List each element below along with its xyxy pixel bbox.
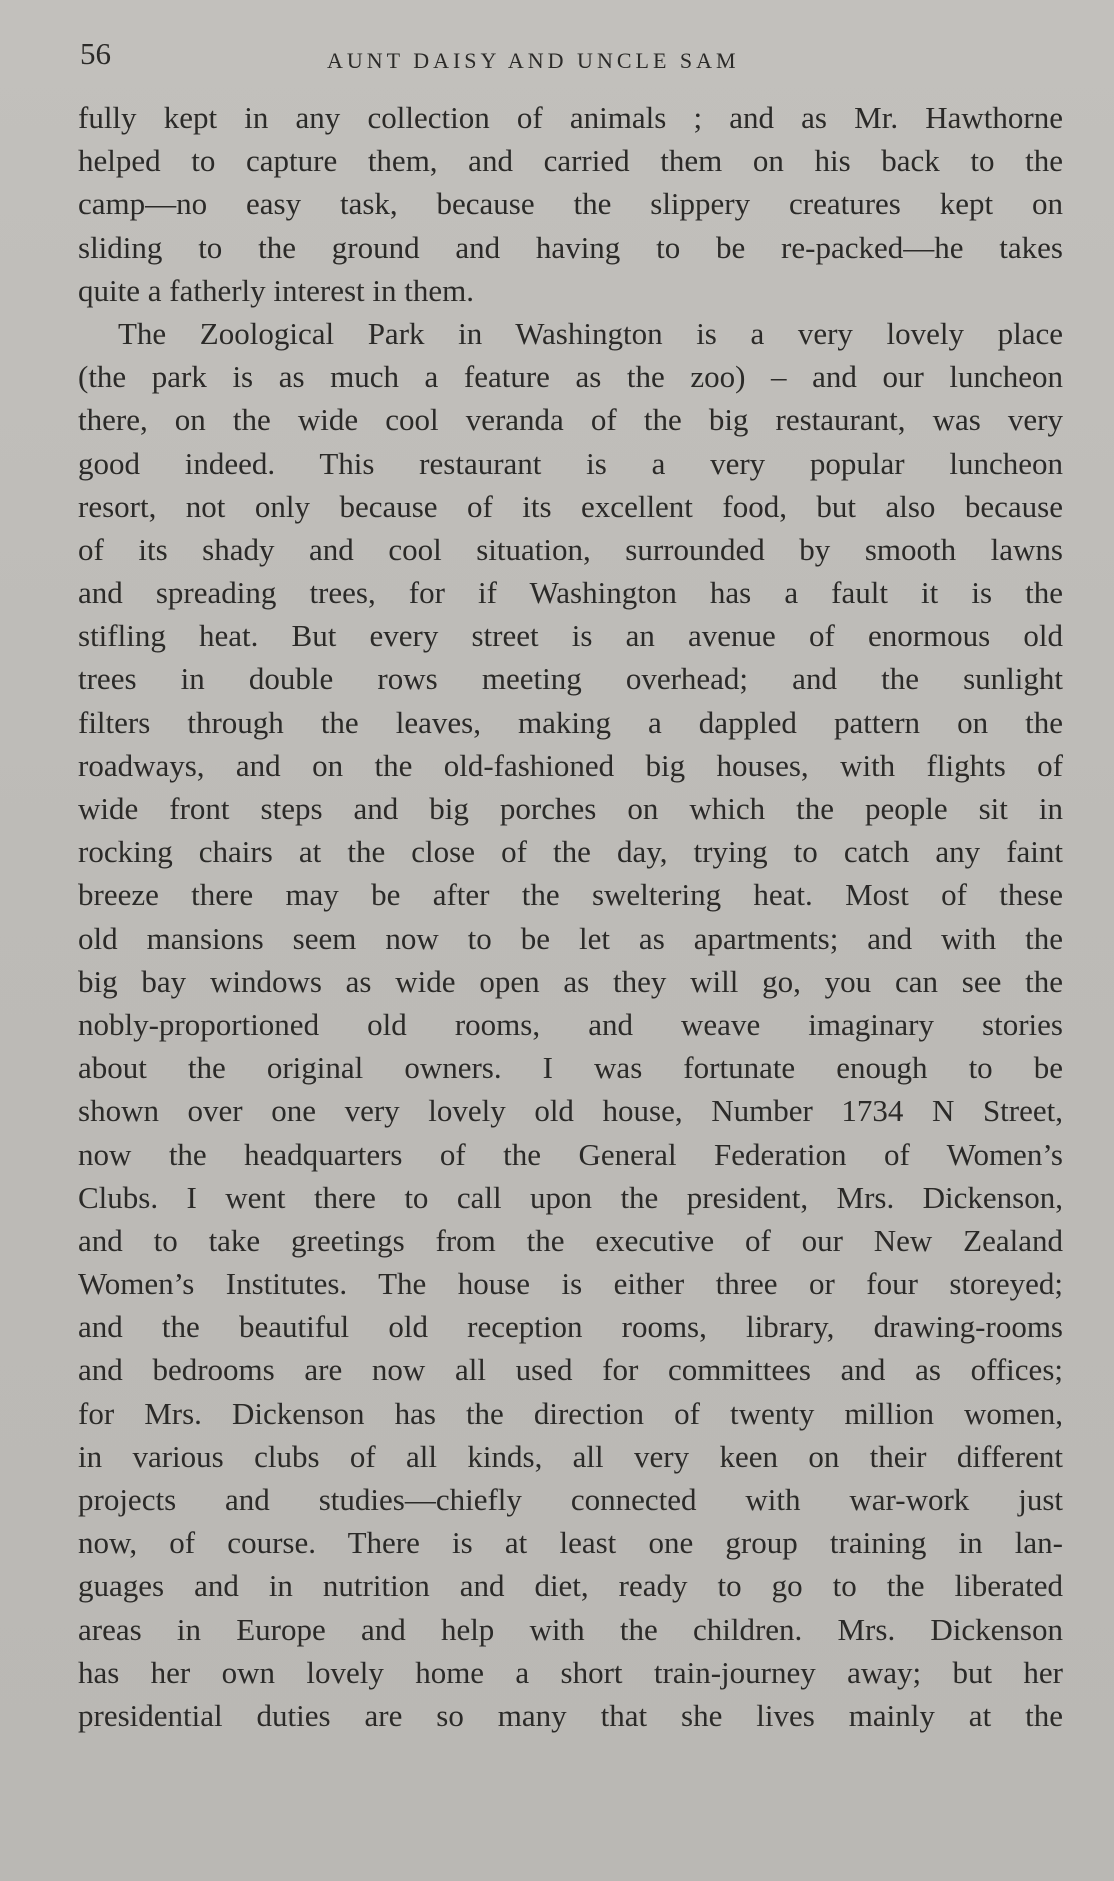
text-line: projects and studies—chiefly connected with war-work just [78,1482,1063,1517]
text-line: presidential duties are so many that she lives mainly at the [78,1697,1063,1733]
text-line: and the beautiful old reception rooms, library, drawing-rooms [78,1309,1063,1345]
text-line: fully kept in any collection of animals ; and as Mr. Hawthorne [78,100,1063,135]
text-line: wide front steps and big porches on which the people sit in [78,791,1063,826]
text-line: and bedrooms are now all used for committees and as offices; [78,1352,1063,1388]
text-line: and spreading trees, for if Washington has a fault it is the [78,575,1063,611]
text-line: of its shady and cool situation, surrounded by smooth lawns [78,531,1063,567]
text-line: big bay windows as wide open as they will go, you can see the [78,963,1063,999]
page-header [78,34,1063,80]
running-head: AUNT DAISY AND UNCLE SAM [327,48,740,73]
text-line: (the park is as much a feature as the zoo) – and our luncheon [78,359,1063,395]
text-line: has her own lovely home a short train-journey away; but her [78,1654,1063,1690]
text-line: shown over one very lovely old house, Number 1734 N Street, [78,1093,1063,1129]
text-line: nobly-proportioned old rooms, and weave imaginary stories [78,1006,1063,1042]
text-line: roadways, and on the old-fashioned big houses, with flights of [78,747,1063,783]
text-line: in various clubs of all kinds, all very keen on their different [78,1438,1063,1474]
text-line: quite a fatherly interest in them. [78,272,474,308]
text-line: camp—no easy task, because the slippery creatures kept on [78,186,1063,222]
text-line: and to take greetings from the executive of our New Zealand [78,1222,1063,1258]
text-line: now the headquarters of the General Federation of Women’s [78,1136,1063,1172]
text-line: breeze there may be after the sweltering heat. Most of these [78,877,1063,913]
text-line: helped to capture them, and carried them on his back to the [78,143,1063,179]
text-line: guages and in nutrition and diet, ready to go to the liberated [78,1568,1063,1604]
text-line: resort, not only because of its excellent food, but also because [78,488,1063,524]
text-line: Clubs. I went there to call upon the president, Mrs. Dickenson, [78,1179,1063,1215]
text-line: rocking chairs at the close of the day, trying to catch any faint [78,834,1063,870]
text-line: for Mrs. Dickenson has the direction of twenty million women, [78,1395,1063,1431]
text-line: filters through the leaves, making a dappled pattern on the [78,704,1063,740]
text-line: there, on the wide cool veranda of the big restaurant, was very [78,402,1063,438]
text-line: sliding to the ground and having to be re-packed—he takes [78,229,1063,265]
text-line: trees in double rows meeting overhead; and the sunlight [78,661,1063,697]
text-line: now, of course. There is at least one group training in lan- [78,1525,1063,1561]
text-line: Women’s Institutes. The house is either three or four storeyed; [78,1266,1063,1302]
text-line: good indeed. This restaurant is a very popular luncheon [78,445,1063,481]
text-line: areas in Europe and help with the children. Mrs. Dickenson [78,1611,1063,1647]
page-number: 56 [80,36,111,71]
text-line: stifling heat. But every street is an avenue of enormous old [78,618,1063,654]
text-line: about the original owners. I was fortunate enough to be [78,1050,1063,1086]
paragraph-start-line: The Zoological Park in Washington is a very lovely place [118,315,1063,351]
body-text [78,96,1063,1737]
text-line: old mansions seem now to be let as apartments; and with the [78,920,1063,956]
